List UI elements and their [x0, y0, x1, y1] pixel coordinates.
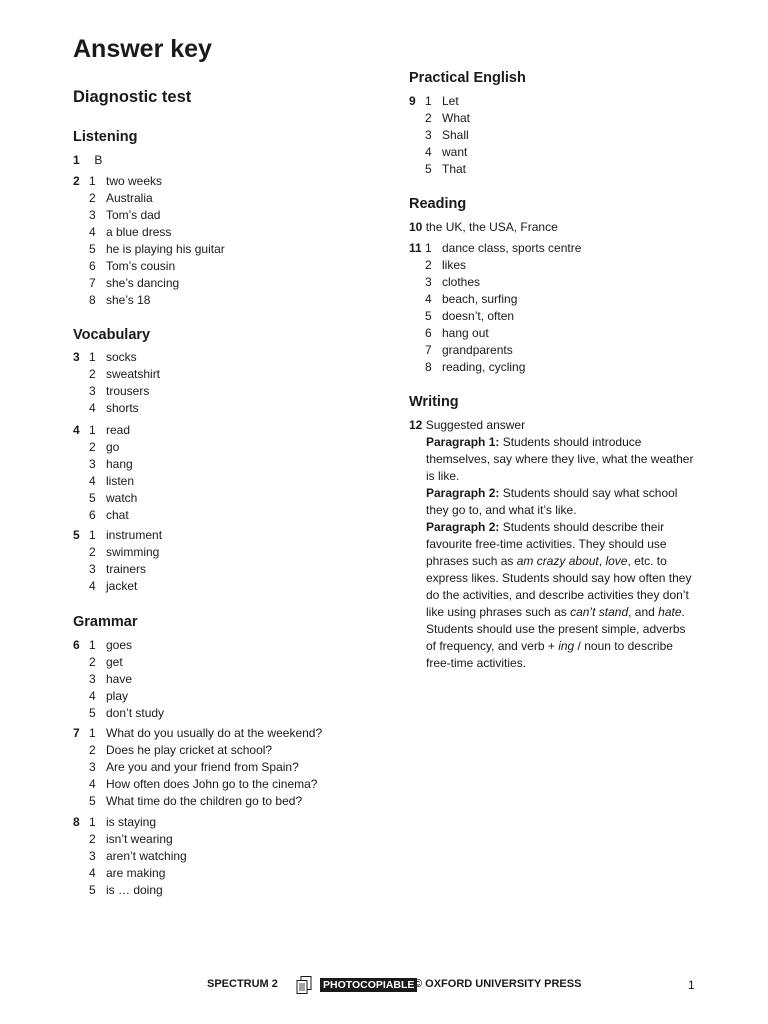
paragraph-text: . Students should use the present simple, adverbs of frequency, and verb +	[426, 605, 686, 653]
example-phrase: am crazy about	[516, 554, 599, 568]
answer-item	[73, 400, 373, 417]
item-answer: socks	[106, 350, 137, 364]
item-number: 7	[425, 343, 432, 357]
writing-suggested-answer	[426, 434, 698, 672]
example-phrase: ing	[558, 639, 575, 653]
paragraph-text: , and	[628, 605, 659, 619]
paragraph-text: ,	[598, 554, 606, 568]
answer-item	[73, 439, 373, 456]
answer-item	[73, 654, 373, 671]
answer-item	[73, 831, 373, 848]
item-answer: What do you usually do at the weekend?	[106, 726, 323, 740]
answer-item	[409, 93, 709, 110]
item-number: 5	[89, 242, 96, 256]
item-number: 4	[89, 579, 96, 593]
paragraph-text: / noun to describe free-time activities.	[426, 639, 673, 670]
item-answer: likes	[442, 258, 467, 272]
photocopy-pages-icon	[296, 976, 312, 994]
answer-item	[73, 688, 373, 705]
item-number: 1	[89, 350, 96, 364]
answer-item	[409, 127, 709, 144]
photocopiable-badge: PHOTOCOPIABLE	[320, 978, 417, 992]
item-answer: trainers	[106, 562, 147, 576]
item-number: 1	[89, 528, 96, 542]
exercise-number: 3	[73, 350, 80, 364]
answer-item	[73, 705, 373, 722]
answer-item	[409, 257, 709, 274]
item-number: 1	[89, 815, 96, 829]
item-answer: want	[442, 145, 468, 159]
paragraph-text: Students should say what school they go to, and what it’s like.	[426, 486, 678, 517]
item-answer: What	[442, 111, 471, 125]
paragraph-text: Students should introduce themselves, say where they live, what the weather is like.	[426, 435, 694, 483]
item-answer: Tom’s cousin	[106, 259, 176, 273]
exercise-answer: B	[94, 153, 103, 167]
item-answer: Tom’s dad	[106, 208, 161, 222]
item-answer: are making	[106, 866, 166, 880]
exercise-3	[73, 349, 373, 417]
item-number: 1	[425, 94, 432, 108]
item-number: 1	[89, 174, 96, 188]
example-phrase: love	[605, 554, 628, 568]
item-number: 4	[89, 689, 96, 703]
exercise-number: 11	[409, 241, 422, 255]
item-answer: hang	[106, 457, 133, 471]
item-answer: doesn’t, often	[442, 309, 515, 323]
item-answer: jacket	[106, 579, 138, 593]
item-answer: isn’t wearing	[106, 832, 173, 846]
exercise-number: 12	[409, 418, 423, 432]
item-answer: trousers	[106, 384, 150, 398]
answer-item	[73, 258, 373, 275]
item-answer: she’s 18	[106, 293, 151, 307]
answer-item	[73, 224, 373, 241]
exercise-7	[73, 725, 373, 810]
item-answer: How often does John go to the cinema?	[106, 777, 318, 791]
item-answer: Australia	[106, 191, 153, 205]
paragraph-2-guidance	[426, 485, 698, 519]
item-number: 3	[89, 457, 96, 471]
answer-item	[409, 291, 709, 308]
item-number: 3	[89, 760, 96, 774]
item-number: 4	[89, 401, 96, 415]
answer-item	[73, 793, 373, 810]
item-number: 6	[89, 259, 96, 273]
item-answer: reading, cycling	[442, 360, 526, 374]
item-answer: don’t study	[106, 706, 165, 720]
item-number: 2	[89, 545, 96, 559]
item-answer: swimming	[106, 545, 160, 559]
item-answer: play	[106, 689, 129, 703]
item-number: 3	[89, 384, 96, 398]
answer-item	[409, 161, 709, 178]
item-answer: Shall	[442, 128, 469, 142]
answer-item	[73, 207, 373, 224]
item-answer: clothes	[442, 275, 481, 289]
exercise-4	[73, 422, 373, 524]
paragraph-label: Paragraph 2:	[426, 486, 500, 500]
answer-item	[73, 544, 373, 561]
item-answer: she’s dancing	[106, 276, 180, 290]
exercise-number: 7	[73, 726, 80, 740]
item-answer: is staying	[106, 815, 157, 829]
item-answer: aren’t watching	[106, 849, 187, 863]
suggested-answer-label: Suggested answer	[425, 418, 526, 432]
item-number: 4	[89, 866, 96, 880]
answer-item	[73, 527, 373, 544]
item-answer: sweatshirt	[106, 367, 161, 381]
item-number: 4	[89, 777, 96, 791]
item-number: 3	[89, 849, 96, 863]
item-answer: Are you and your friend from Spain?	[106, 760, 299, 774]
answer-item	[73, 241, 373, 258]
item-answer: watch	[106, 491, 138, 505]
paragraph-label: Paragraph 2:	[426, 520, 500, 534]
answer-item	[73, 473, 373, 490]
answer-item	[409, 342, 709, 359]
item-number: 6	[89, 508, 96, 522]
writing-heading: Writing	[409, 394, 459, 410]
exercise-11	[409, 240, 709, 376]
exercise-number: 5	[73, 528, 80, 542]
exercise-9	[409, 93, 709, 178]
item-number: 3	[425, 128, 432, 142]
page-footer	[0, 976, 768, 994]
exercise-number: 9	[409, 94, 416, 108]
paragraph-1-guidance	[426, 434, 698, 485]
answer-item	[73, 742, 373, 759]
item-number: 8	[425, 360, 432, 374]
item-number: 1	[425, 241, 432, 255]
item-answer: read	[106, 423, 131, 437]
answer-item	[73, 173, 373, 190]
item-number: 7	[89, 276, 96, 290]
item-number: 1	[89, 726, 96, 740]
item-number: 4	[425, 292, 432, 306]
exercise-5	[73, 527, 373, 595]
exercise-answer: the UK, the USA, France	[425, 220, 558, 234]
answer-item	[73, 759, 373, 776]
item-number: 4	[89, 225, 96, 239]
exercise-number: 4	[73, 423, 80, 437]
exercise-10	[409, 219, 558, 236]
answer-item	[409, 240, 709, 257]
item-number: 3	[425, 275, 432, 289]
item-answer: dance class, sports centre	[442, 241, 582, 255]
answer-item	[409, 110, 709, 127]
item-number: 5	[89, 794, 96, 808]
paragraph-label: Paragraph 1:	[426, 435, 500, 449]
practical-english-heading: Practical English	[409, 70, 526, 86]
paragraph-text: Students should describe their favourite free-time activities. They should use phrases such as	[426, 520, 667, 568]
item-number: 4	[425, 145, 432, 159]
answer-item	[73, 578, 373, 595]
item-answer: What time do the children go to bed?	[106, 794, 303, 808]
item-answer: is … doing	[106, 883, 163, 897]
item-number: 2	[425, 258, 432, 272]
page-title: Answer key	[73, 35, 212, 63]
answer-item	[73, 275, 373, 292]
answer-item	[73, 507, 373, 524]
item-number: 3	[89, 562, 96, 576]
item-answer: he is playing his guitar	[106, 242, 225, 256]
item-answer: have	[106, 672, 133, 686]
item-answer: That	[442, 162, 467, 176]
answer-item	[73, 848, 373, 865]
item-number: 2	[89, 367, 96, 381]
item-number: 5	[425, 309, 432, 323]
item-number: 2	[89, 655, 96, 669]
item-answer: a blue dress	[106, 225, 172, 239]
answer-item	[409, 274, 709, 291]
footer-publisher: © OXFORD UNIVERSITY PRESS	[414, 978, 582, 990]
item-number: 8	[89, 293, 96, 307]
answer-item	[409, 325, 709, 342]
paragraph-text: , etc. to express likes. Students should say how often they do the activities, and describe activities they don’t like using phrases such as	[426, 554, 692, 619]
item-number: 1	[89, 423, 96, 437]
example-phrase: hate	[658, 605, 682, 619]
exercise-number: 1	[73, 153, 80, 167]
answer-item	[73, 190, 373, 207]
exercise-number: 2	[73, 174, 80, 188]
item-number: 5	[89, 883, 96, 897]
item-number: 3	[89, 208, 96, 222]
exercise-6	[73, 637, 373, 722]
answer-item	[73, 814, 373, 831]
answer-item	[73, 725, 373, 742]
answer-item	[73, 671, 373, 688]
answer-item	[73, 637, 373, 654]
item-answer: beach, surfing	[442, 292, 518, 306]
exercise-1	[73, 152, 102, 169]
item-answer: grandparents	[442, 343, 513, 357]
item-answer: listen	[106, 474, 135, 488]
item-number: 6	[425, 326, 432, 340]
item-answer: chat	[106, 508, 129, 522]
item-number: 3	[89, 672, 96, 686]
answer-item	[409, 308, 709, 325]
example-phrase: can’t stand	[570, 605, 629, 619]
answer-item	[409, 144, 709, 161]
item-number: 5	[89, 491, 96, 505]
answer-item	[73, 490, 373, 507]
footer-brand: SPECTRUM 2	[207, 978, 278, 990]
section-subtitle: Diagnostic test	[73, 88, 192, 106]
item-answer: Does he play cricket at school?	[106, 743, 273, 757]
answer-item	[73, 865, 373, 882]
answer-item	[73, 422, 373, 439]
exercise-number: 10	[409, 220, 423, 234]
item-number: 2	[89, 832, 96, 846]
answer-item	[73, 882, 373, 899]
page-number: 1	[688, 978, 695, 992]
answer-item	[73, 366, 373, 383]
item-number: 2	[89, 743, 96, 757]
exercise-12-header	[409, 417, 525, 434]
exercise-number: 6	[73, 638, 80, 652]
answer-item	[73, 776, 373, 793]
listening-heading: Listening	[73, 129, 138, 145]
item-number: 2	[89, 191, 96, 205]
answer-item	[409, 359, 709, 376]
paragraph-3-guidance	[426, 519, 698, 672]
item-number: 5	[89, 706, 96, 720]
reading-heading: Reading	[409, 196, 467, 212]
item-number: 1	[89, 638, 96, 652]
item-answer: goes	[106, 638, 133, 652]
item-answer: Let	[442, 94, 459, 108]
item-answer: two weeks	[106, 174, 163, 188]
answer-item	[73, 383, 373, 400]
item-answer: go	[106, 440, 120, 454]
vocabulary-heading: Vocabulary	[73, 327, 151, 343]
item-answer: get	[106, 655, 123, 669]
item-number: 2	[89, 440, 96, 454]
exercise-8	[73, 814, 373, 899]
item-number: 4	[89, 474, 96, 488]
item-answer: instrument	[106, 528, 163, 542]
answer-item	[73, 292, 373, 309]
grammar-heading: Grammar	[73, 614, 138, 630]
answer-item	[73, 456, 373, 473]
exercise-number: 8	[73, 815, 80, 829]
answer-item	[73, 561, 373, 578]
item-number: 2	[425, 111, 432, 125]
item-answer: hang out	[442, 326, 489, 340]
item-answer: shorts	[106, 401, 139, 415]
item-number: 5	[425, 162, 432, 176]
exercise-2	[73, 173, 373, 309]
answer-item	[73, 349, 373, 366]
